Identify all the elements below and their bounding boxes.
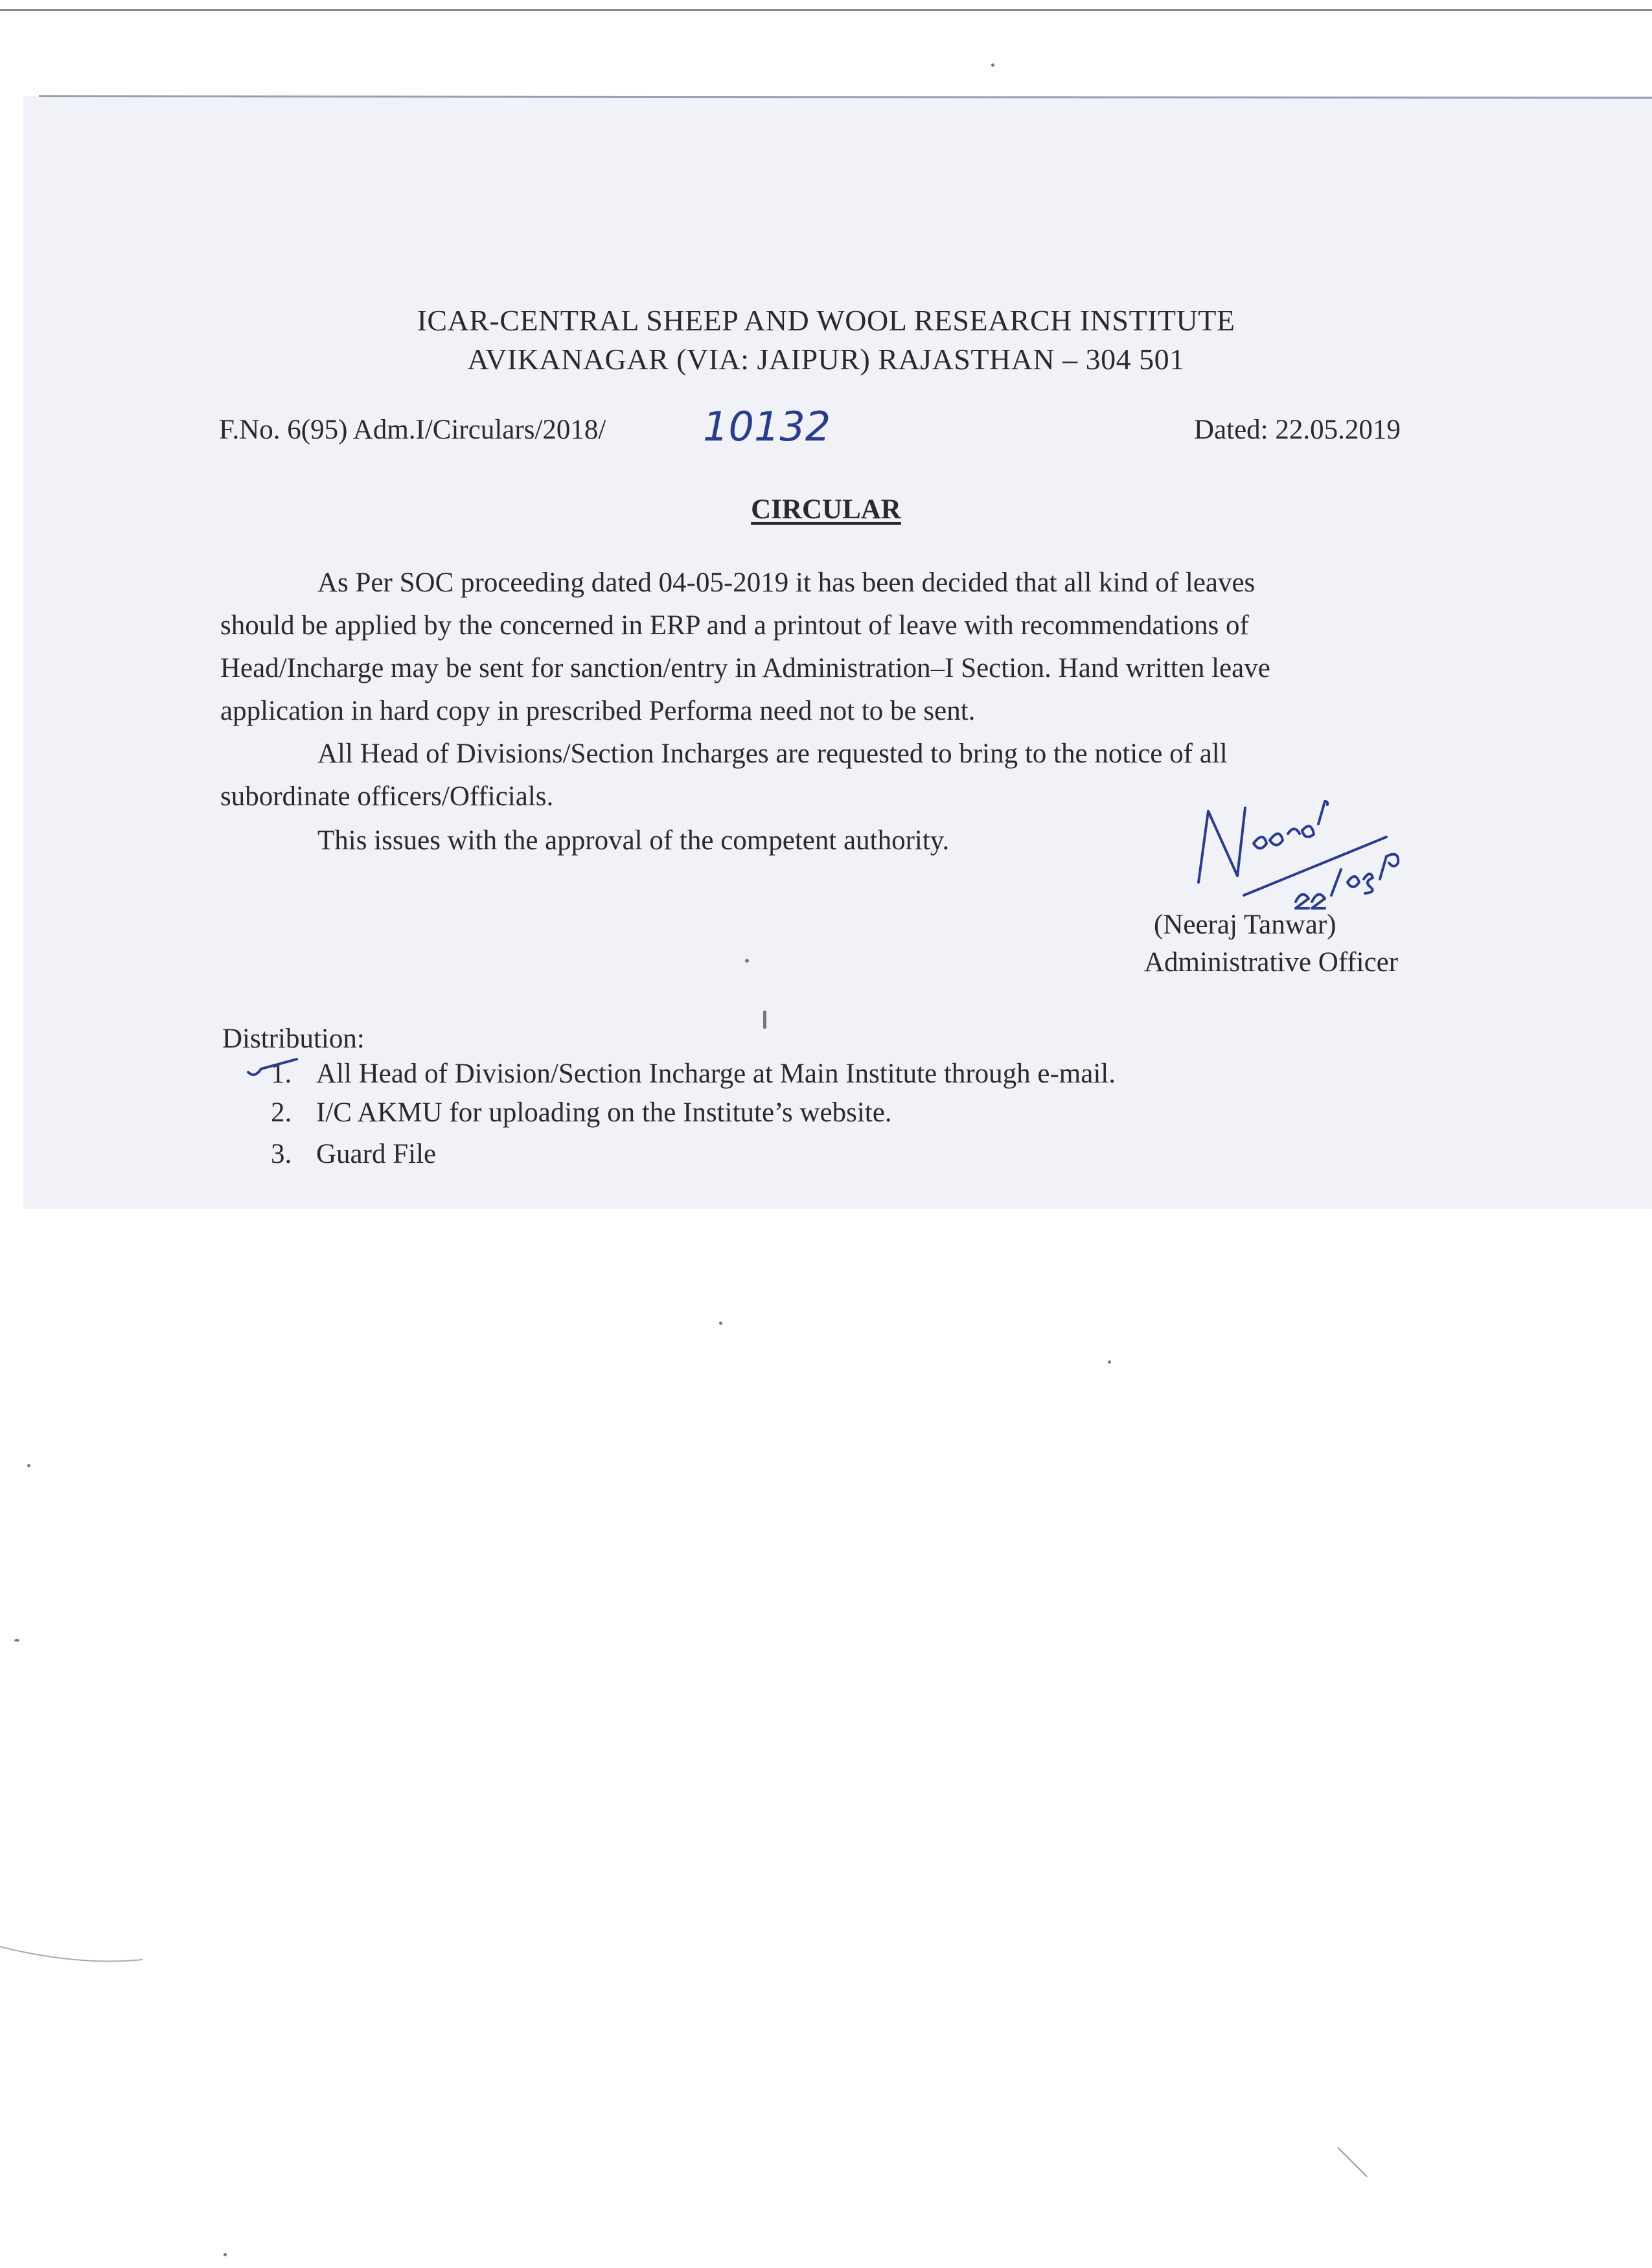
- file-number: F.No. 6(95) Adm.I/Circulars/2018/: [219, 415, 606, 445]
- body-para3: This issues with the approval of the competent authority.: [317, 825, 950, 856]
- distribution-item: [271, 1140, 436, 1168]
- scan-scratch: [1335, 2144, 1373, 2183]
- distribution-item-number: 2.: [271, 1097, 292, 1128]
- handwritten-tick-mark: [245, 1056, 310, 1082]
- body-para1-line2: should be applied by the concerned in ERP and a printout of leave with recommendations of: [220, 610, 1249, 641]
- distribution-item-text: All Head of Division/Section Incharge at Main Institute through e-mail.: [316, 1059, 1116, 1089]
- body-para1-line1: As Per SOC proceeding dated 04-05-2019 it has been decided that all kind of leaves: [317, 567, 1256, 598]
- scan-speck: [1108, 1360, 1111, 1364]
- scan-speck: [745, 959, 749, 963]
- circular-date: Dated: 22.05.2019: [1194, 415, 1401, 445]
- handwritten-dispatch-number: 10132: [703, 403, 831, 450]
- body-para2-line1: All Head of Divisions/Section Incharges are requested to bring to the notice of all: [317, 739, 1228, 769]
- distribution-item: [271, 1099, 892, 1127]
- distribution-item-number: 1.: [271, 1059, 292, 1089]
- handwritten-signature: [1192, 798, 1406, 915]
- distribution-heading: Distribution:: [222, 1024, 365, 1054]
- scan-speck: [991, 63, 994, 67]
- scan-speck: [27, 1464, 30, 1467]
- scan-speck: [719, 1322, 722, 1325]
- distribution-item-text: I/C AKMU for uploading on the Institute’s website.: [316, 1097, 892, 1128]
- scan-border-line: [0, 9, 1652, 11]
- scan-speck: [14, 1639, 19, 1642]
- scan-speck: [763, 1011, 766, 1029]
- circular-title: CIRCULAR: [751, 494, 901, 525]
- distribution-item-number: 3.: [271, 1139, 292, 1169]
- body-para2-line2: subordinate officers/Officials.: [220, 781, 554, 812]
- signatory-designation: Administrative Officer: [1144, 947, 1399, 978]
- body-para1-line4: application in hard copy in prescribed Performa need not to be sent.: [220, 696, 976, 726]
- signatory-name: (Neeraj Tanwar): [1154, 910, 1337, 940]
- scan-speck: [224, 2253, 227, 2256]
- distribution-item-text: Guard File: [316, 1139, 437, 1169]
- scan-scratch: [0, 1943, 149, 1969]
- body-para1-line3: Head/Incharge may be sent for sanction/entry in Administration–I Section. Hand written leave: [220, 653, 1270, 683]
- institute-address: AVIKANAGAR (VIA: JAIPUR) RAJASTHAN – 304 501: [467, 343, 1185, 376]
- institute-name: ICAR-CENTRAL SHEEP AND WOOL RESEARCH INSTITUTE: [417, 304, 1235, 337]
- distribution-item: [271, 1060, 1116, 1088]
